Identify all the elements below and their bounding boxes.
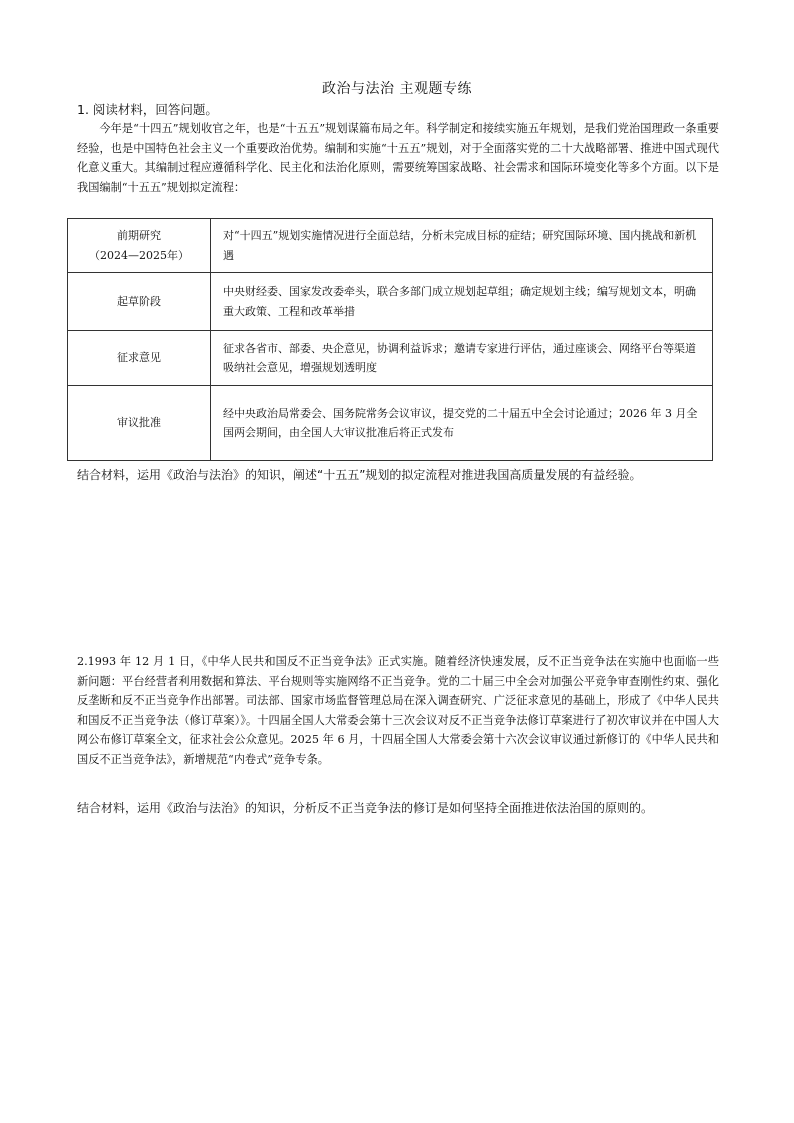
stage-name: 审议批准 [117, 416, 161, 430]
table-row [68, 331, 713, 386]
stage-name: 征求意见 [117, 351, 161, 365]
planning-process-table [67, 218, 713, 461]
question-1-task: 结合材料，运用《政治与法治》的知识，阐述“十五五”规划的拟定流程对推进我国高质量发展的有益经验。 [77, 468, 642, 482]
stage-name: 起草阶段 [117, 294, 161, 308]
table-stage-cell [68, 273, 211, 331]
table-desc-cell: 对“十四五”规划实施情况进行全面总结，分析未完成目标的症结；研究国际环境、国内挑战和新机遇 [211, 219, 713, 273]
table-row [68, 386, 713, 461]
table-stage-cell [68, 219, 211, 273]
table-desc-cell: 征求各省市、部委、央企意见，协调利益诉求；邀请专家进行评估，通过座谈会、网络平台等渠道吸纳社会意见，增强规划透明度 [211, 331, 713, 386]
stage-name: 前期研究 [117, 229, 161, 242]
table-desc-cell: 经中央政治局常委会、国务院常务会议审议，提交党的二十届五中全会讨论通过；2026 年 3 月全国两会期间，由全国人大审议批准后将正式发布 [211, 386, 713, 461]
table-row [68, 219, 713, 273]
table-row [68, 273, 713, 331]
table-stage-cell [68, 386, 211, 461]
document-title: 政治与法治 主观题专练 [322, 81, 472, 97]
question-1-material: 今年是“十四五”规划收官之年，也是“十五五”规划谋篇布局之年。科学制定和接续实施五年规划，是我们党治国理政一条重要经验，也是中国特色社会主义一个重要政治优势。编制和实施“十五五”规划，对于全面落实党的二十大战略部署、推进中国式现代化意义重大。其编制过程应遵循科学化、民主化和法治化原则，需要统筹国家战略、社会需求和国际环境变化等多个方面。以下是我国编制“十五五”规划拟定流程： [77, 122, 719, 194]
stage-period: （2024—2025年） [89, 248, 189, 262]
question-2-task: 结合材料，运用《政治与法治》的知识，分析反不正当竞争法的修订是如何坚持全面推进依法治国的原则的。 [77, 801, 654, 815]
question-1-heading: 1. 阅读材料，回答问题。 [77, 102, 218, 117]
question-2-material: 2.1993 年 12 月 1 日，《中华人民共和国反不正当竞争法》正式实施。随着经济快速发展，反不正当竞争法在实施中也面临一些新问题：平台经营者利用数据和算法、平台规则等实施网络不正当竞争。党的二十届三中全会对加强公平竞争审查刚性约束、强化反垄断和反不正当竞争作出部署。司法部、国家市场监督管理总局在深入调查研究、广泛征求意见的基础上，形成了《中华人民共和国反不正当竞争法（修订草案）》。十四届全国人大常委会第十三次会议对反不正当竞争法修订草案进行了初次审议并在中国人大网公布修订草案全文，征求社会公众意见。2025 年 6 月，十四届全国人大常委会第十六次会议审议通过新修订的《中华人民共和国反不正当竞争法》，新增规范“内卷式”竞争专条。 [77, 655, 719, 766]
table-desc-cell: 中央财经委、国家发改委牵头，联合多部门成立规划起草组；确定规划主线；编写规划文本，明确重大政策、工程和改革举措 [211, 273, 713, 331]
table-stage-cell [68, 331, 211, 386]
